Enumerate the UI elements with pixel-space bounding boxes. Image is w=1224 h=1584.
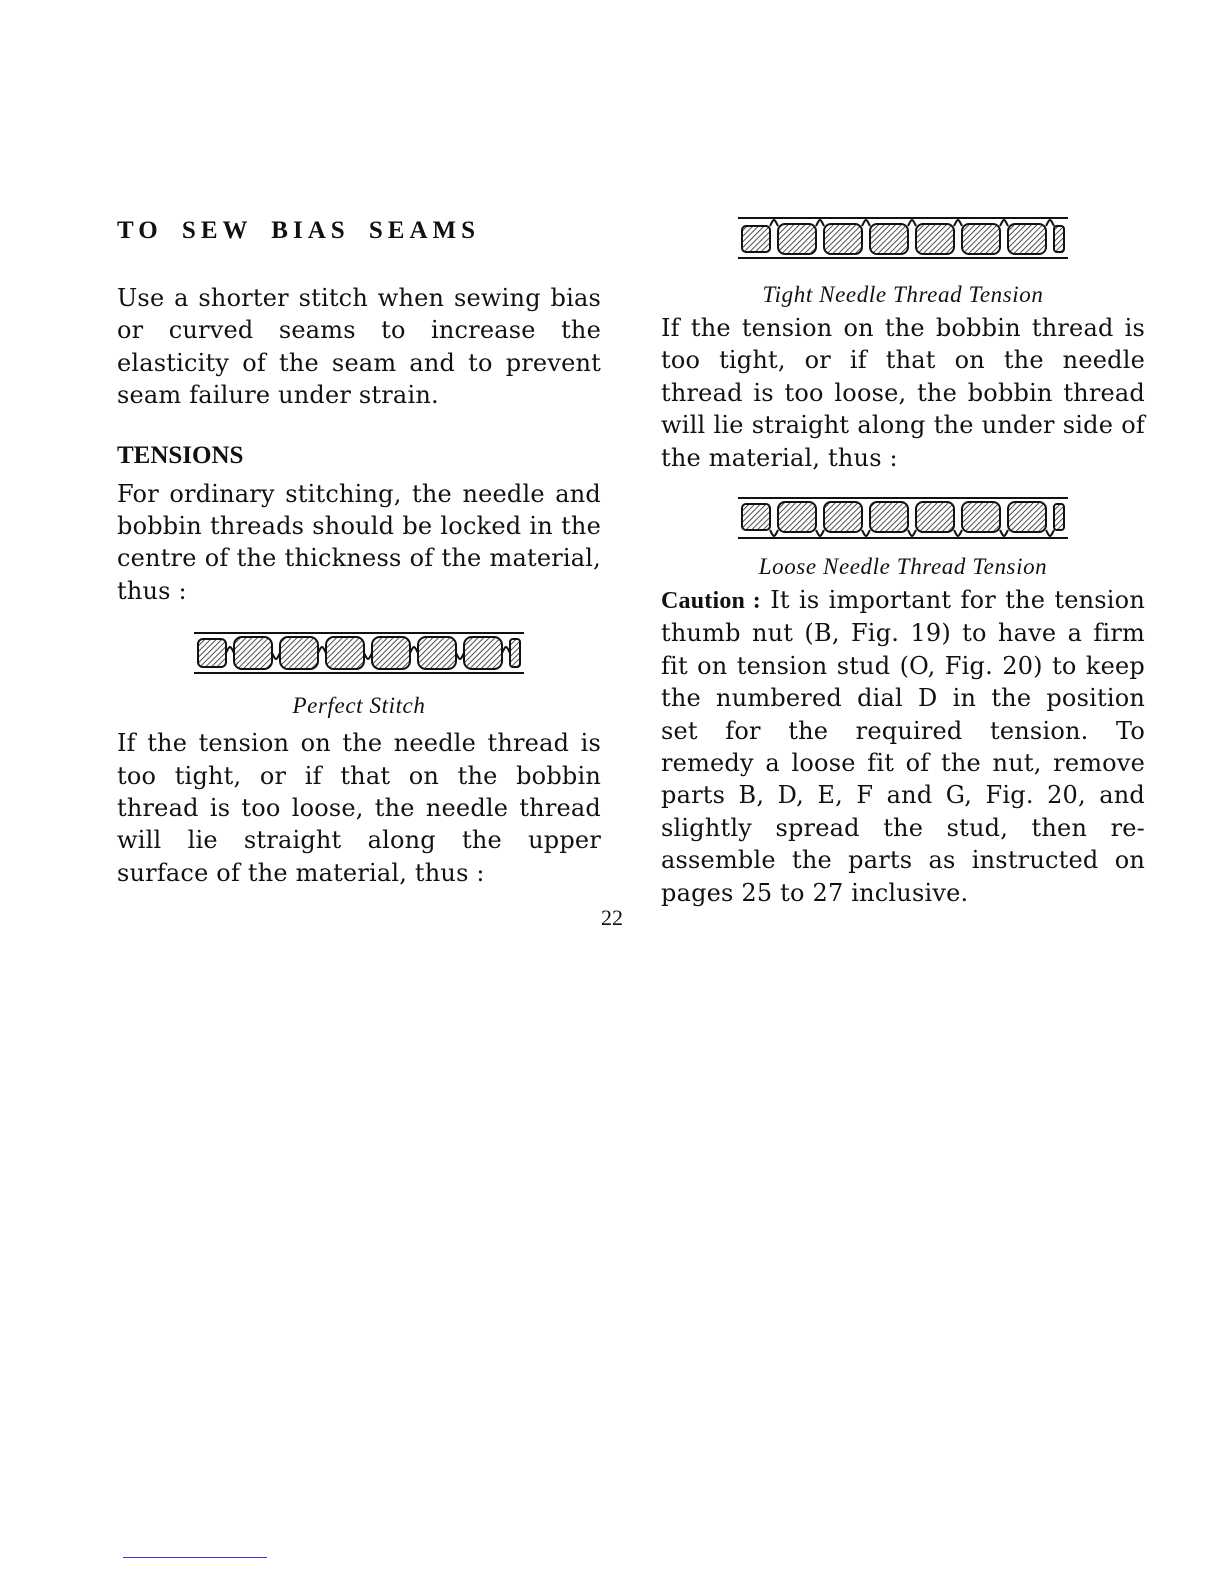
stitch-link bbox=[418, 637, 456, 669]
left-column bbox=[117, 212, 601, 889]
stitch-link bbox=[510, 639, 520, 667]
stitch-link bbox=[1008, 224, 1046, 254]
caution-paragraph bbox=[661, 584, 1145, 909]
stitch-link bbox=[962, 224, 1000, 254]
stitch-link bbox=[742, 226, 770, 252]
stitch-link bbox=[824, 502, 862, 532]
stitch-link bbox=[326, 637, 364, 669]
page-number: 22 bbox=[601, 905, 623, 930]
caution-text: It is important for the tension thumb nut (B, Fig. 19) to have a firm fit on tension stud (O, Fig. 20) to keep the numbered dial D in the position set for the required tension. To remedy a loose fit of the nut, remove parts B, D, E, F and G, Fig. 20, and slightly spread the stud, then re-assemble the parts as instructed on pages 25 to 27 inclusive. bbox=[661, 586, 1145, 907]
stitch-link bbox=[870, 502, 908, 532]
loose-tension-caption: Loose Needle Thread Tension bbox=[758, 554, 1048, 580]
tensions-paragraph: For ordinary stitching, the needle and bobbin threads should be locked in the centre of the thickness of the material, thus : bbox=[117, 479, 601, 605]
tight-tension-caption: Tight Needle Thread Tension bbox=[762, 282, 1044, 307]
stitch-link bbox=[778, 224, 816, 254]
tensions-heading: TENSIONS bbox=[117, 441, 244, 469]
loose-tension-paragraph: If the tension on the bobbin thread is too tight, or if that on the needle thread is too loose, the bobbin thread will lie straight along the under side of the material, thus : bbox=[661, 314, 1145, 472]
stitch-link bbox=[778, 502, 816, 532]
tight-tension-paragraph: If the tension on the needle thread is too tight, or if that on the bobbin thread is too loose, the needle thread will lie straight along the upper surface of the material, thus : bbox=[117, 729, 601, 887]
stitch-link bbox=[464, 637, 502, 669]
loose-tension-figure bbox=[738, 492, 1068, 544]
stitch-link bbox=[1008, 502, 1046, 532]
stitch-link bbox=[916, 502, 954, 532]
stitch-link bbox=[742, 504, 770, 530]
stitch-link bbox=[1054, 226, 1064, 252]
stitch-link bbox=[870, 224, 908, 254]
bias-seams-paragraph: Use a shorter stitch when sewing bias or curved seams to increase the elasticity of the seam and to prevent seam failure under strain. bbox=[117, 284, 601, 410]
perfect-stitch-caption: Perfect Stitch bbox=[292, 693, 426, 719]
stitch-link bbox=[234, 637, 272, 669]
stitch-link bbox=[824, 224, 862, 254]
caution-label: Caution : bbox=[661, 588, 761, 615]
stitch-link bbox=[916, 224, 954, 254]
stitch-link bbox=[1054, 504, 1064, 530]
right-column bbox=[661, 212, 1145, 909]
footnote-rule bbox=[123, 1557, 267, 1558]
stitch-link bbox=[372, 637, 410, 669]
perfect-stitch-figure bbox=[194, 627, 524, 679]
stitch-link bbox=[280, 637, 318, 669]
tight-tension-figure bbox=[738, 212, 1068, 264]
bias-seams-heading: TO SEW BIAS SEAMS bbox=[117, 217, 481, 244]
stitch-link bbox=[198, 639, 226, 667]
stitch-link bbox=[962, 502, 1000, 532]
